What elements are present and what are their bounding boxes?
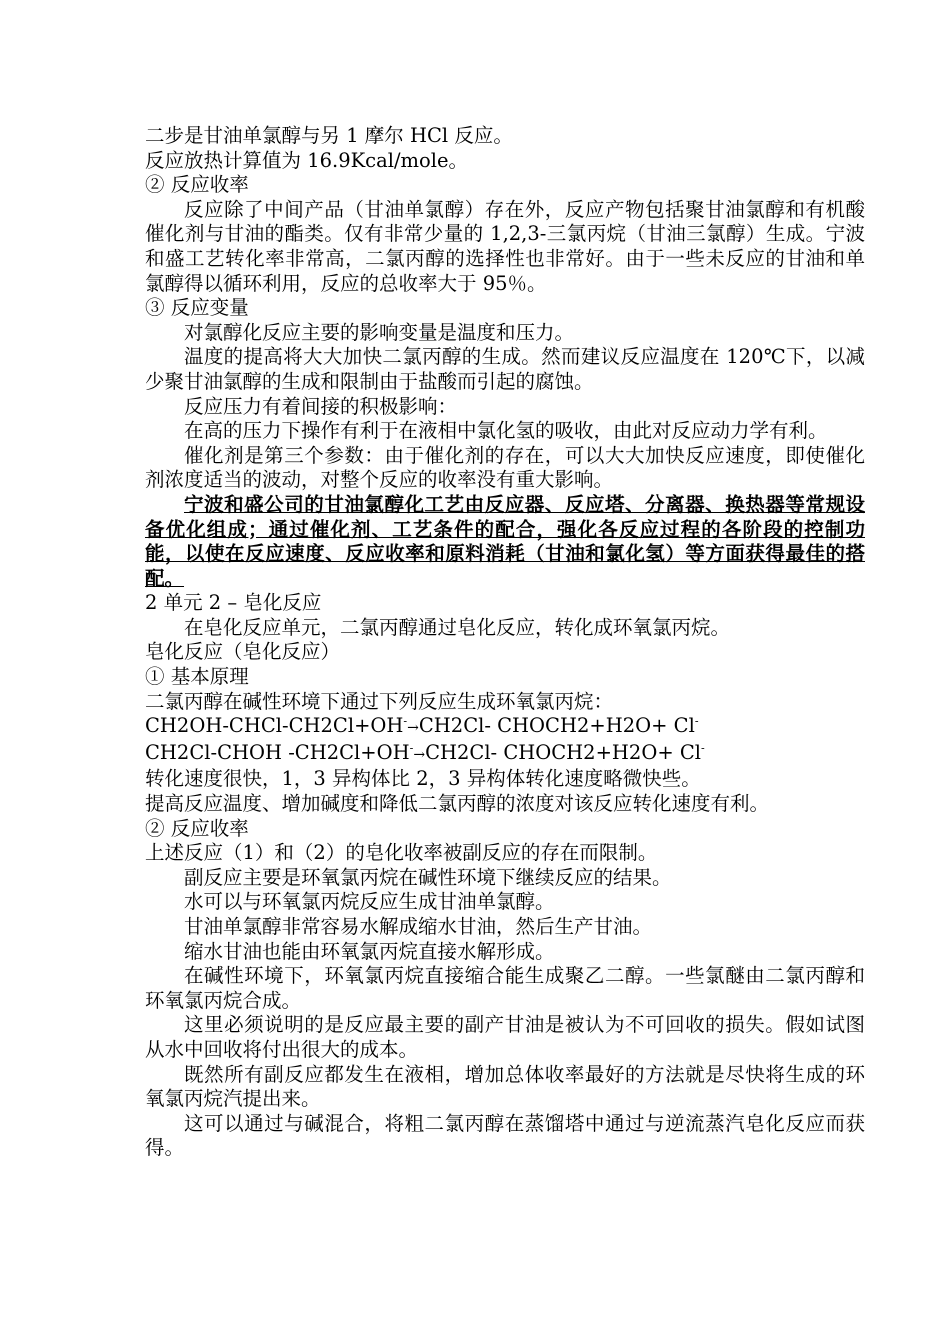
equation-rhs: CH2Cl- CHOCH2+H2O+ Cl xyxy=(425,740,702,764)
paragraph: 水可以与环氧氯丙烷反应生成甘油单氯醇。 xyxy=(184,890,555,914)
paragraph: 既然所有副反应都发生在液相，增加总体收率最好的方法就是尽快将生成的环氧氯丙烷汽提出来。 xyxy=(145,1062,865,1111)
paragraph: 反应压力有着间接的积极影响： xyxy=(184,394,458,418)
reaction-arrow: → xyxy=(407,720,419,737)
equation-2 xyxy=(145,741,865,768)
equation-1 xyxy=(145,714,865,741)
paragraph: 在皂化反应单元，二氯丙醇通过皂化反应，转化成环氧氯丙烷。 xyxy=(184,615,731,639)
paragraph: 反应除了中间产品（甘油单氯醇）存在外，反应产物包括聚甘油氯醇和有机酸催化剂与甘油的酯类。仅有非常少量的 1,2,3-三氯丙烷（甘油三氯醇）生成。宁波和盛工艺转化率非常高，二氯丙醇的选择性也非常好。由于一些未反应的甘油和单氯醇得以循环利用，反应的总收率大于 95％。 xyxy=(145,197,865,295)
equation-rhs: CH2Cl- CHOCH2+H2O+ Cl xyxy=(418,714,695,738)
section-heading: ② 反应收率 xyxy=(145,173,249,197)
charge-sup: - xyxy=(701,741,705,755)
paragraph: 二步是甘油单氯醇与另 1 摩尔 HCl 反应。 xyxy=(145,124,513,147)
paragraph: 提高反应温度、增加碱度和降低二氯丙醇的浓度对该反应转化速度有利。 xyxy=(145,792,770,816)
section-heading: ② 反应收率 xyxy=(145,816,249,840)
paragraph: 这可以通过与碱混合，将粗二氯丙醇在蒸馏塔中通过与逆流蒸汽皂化反应而获得。 xyxy=(145,1111,865,1160)
charge-sup: - xyxy=(694,714,699,728)
paragraph: 副反应主要是环氧氯丙烷在碱性环境下继续反应的结果。 xyxy=(184,865,672,889)
paragraph: 转化速度很快，1，3 异构体比 2，3 异构体转化速度略微快些。 xyxy=(145,767,701,791)
paragraph: 温度的提高将大大加快二氯丙醇的生成。然而建议反应温度在 120℃下，以减少聚甘油氯醇的生成和限制由于盐酸而引起的腐蚀。 xyxy=(145,345,865,393)
emphasis-paragraph: 宁波和盛公司的甘油氯醇化工艺由反应器、反应塔、分离器、换热器等常规设备优化组成；通过催化剂、工艺条件的配合，强化各反应过程的各阶段的控制功能，以使在反应速度、反应收率和原料消耗（甘油和氯化氢）等方面获得最佳的搭配。 xyxy=(145,492,865,590)
reaction-arrow: → xyxy=(413,746,426,763)
paragraph: 在高的压力下操作有利于在液相中氯化氢的吸收，由此对反应动力学有利。 xyxy=(184,419,828,443)
equation-lhs: CH2OH-CHCl-CH2Cl+OH xyxy=(145,714,404,738)
section-heading: 皂化反应（皂化反应） xyxy=(145,640,341,664)
paragraph: 上述反应（1）和（2）的皂化收率被副反应的存在而限制。 xyxy=(145,841,658,865)
document-page xyxy=(145,124,865,1161)
paragraph: 这里必须说明的是反应最主要的副产甘油是被认为不可回收的损失。假如试图从水中回收将付出很大的成本。 xyxy=(145,1013,865,1061)
equation-lhs: CH2Cl-CHOH -CH2Cl+OH xyxy=(145,740,410,764)
paragraph: 甘油单氯醇非常容易水解成缩水甘油，然后生产甘油。 xyxy=(184,915,653,938)
charge-sup: - xyxy=(403,714,408,728)
paragraph: 在碱性环境下，环氧氯丙烷直接缩合能生成聚乙二醇。一些氯醚由二氯丙醇和环氧氯丙烷合成。 xyxy=(145,964,865,1012)
paragraph: 对氯醇化反应主要的影响变量是温度和压力。 xyxy=(184,320,575,344)
paragraph: 催化剂是第三个参数：由于催化剂的存在，可以大大加快反应速度，即使催化剂浓度适当的波动，对整个反应的收率没有重大影响。 xyxy=(145,443,865,492)
section-heading: ① 基本原理 xyxy=(145,665,249,689)
section-heading: ③ 反应变量 xyxy=(145,296,249,320)
paragraph: 二氯丙醇在碱性环境下通过下列反应生成环氧氯丙烷： xyxy=(145,689,614,713)
section-heading: 2 单元 2 – 皂化反应 xyxy=(145,591,322,615)
paragraph: 反应放热计算值为 16.9Kcal/mole。 xyxy=(145,148,469,172)
charge-sup: - xyxy=(409,741,414,755)
paragraph: 缩水甘油也能由环氧氯丙烷直接水解形成。 xyxy=(184,939,555,963)
